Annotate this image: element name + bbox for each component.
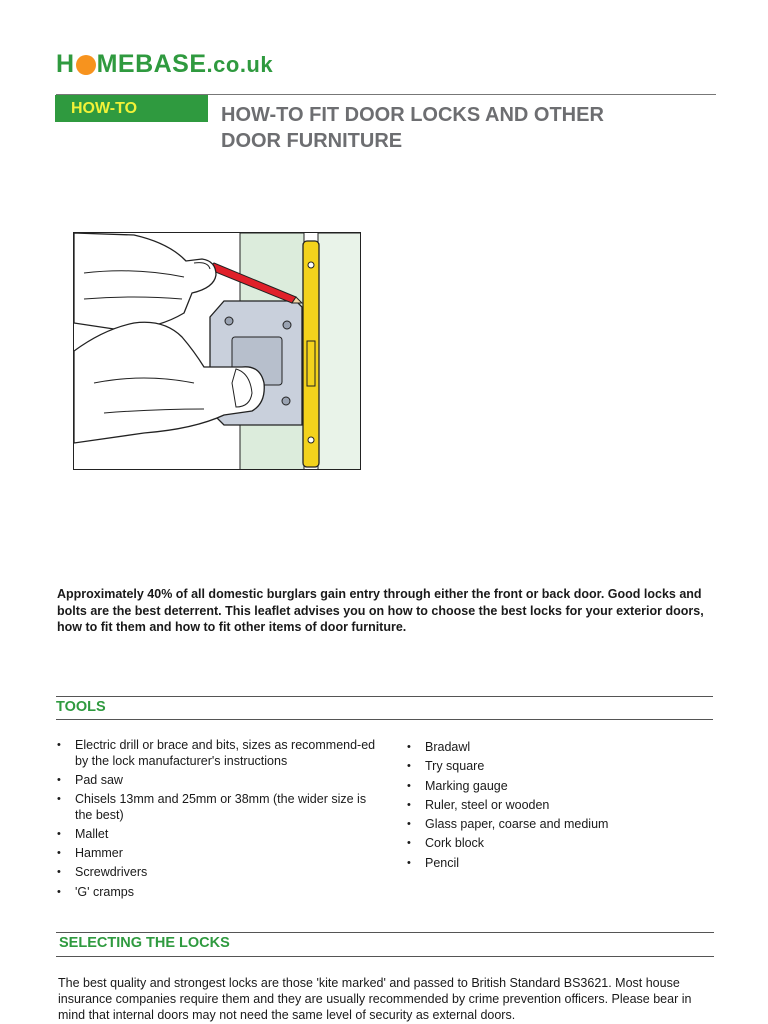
- tools-rule-bottom: [56, 719, 713, 720]
- list-item: • Try square: [407, 759, 707, 775]
- selecting-rule-top: [56, 932, 714, 933]
- list-item: • Electric drill or brace and bits, sizes as recommend-ed by the lock manufacturer's instructions: [57, 738, 379, 769]
- howto-badge: HOW-TO: [55, 95, 208, 122]
- list-item: • Bradawl: [407, 740, 707, 756]
- tools-rule-top: [56, 696, 713, 697]
- selecting-rule-bottom: [56, 956, 714, 957]
- list-item: • Screwdrivers: [57, 865, 379, 881]
- list-item: • Hammer: [57, 846, 379, 862]
- logo-text-end: MEBASE: [96, 50, 207, 78]
- logo-dot-icon: [76, 55, 96, 75]
- lock-marking-illustration: [73, 232, 361, 470]
- list-item: • Pencil: [407, 856, 707, 872]
- homebase-logo: [56, 50, 273, 79]
- list-item: • Mallet: [57, 827, 379, 843]
- list-item: • Cork block: [407, 836, 707, 852]
- hand-marking-lock-icon: [74, 233, 361, 470]
- logo-text-start: H: [56, 50, 75, 78]
- list-item: • Ruler, steel or wooden: [407, 798, 707, 814]
- list-item: • 'G' cramps: [57, 885, 379, 901]
- selecting-paragraph: The best quality and strongest locks are those 'kite marked' and passed to British Standard BS3621. Most house insurance companies require them and they are usually recommended by crime prevention officers. Please bear in mind that internal doors may not need the same level of security as external doors.: [58, 976, 692, 1022]
- list-item: • Pad saw: [57, 773, 379, 789]
- selecting-heading: SELECTING THE LOCKS: [59, 935, 230, 951]
- tools-heading: TOOLS: [56, 699, 106, 715]
- list-item: • Chisels 13mm and 25mm or 38mm (the wider size is the best): [57, 792, 379, 823]
- logo-domain: .co.uk: [206, 51, 274, 77]
- tools-list-right: [407, 740, 707, 875]
- list-item: • Marking gauge: [407, 779, 707, 795]
- list-item: • Glass paper, coarse and medium: [407, 817, 707, 833]
- intro-paragraph: Approximately 40% of all domestic burglars gain entry through either the front or back door. Good locks and bolts are the best deterrent. This leaflet advises you on how to choose the best locks for your exterior doors, how to fit them and how to fit other items of door furniture.: [57, 587, 704, 634]
- page-title: HOW-TO FIT DOOR LOCKS AND OTHER DOOR FURNITURE: [221, 104, 604, 152]
- tools-list-left: [57, 738, 379, 904]
